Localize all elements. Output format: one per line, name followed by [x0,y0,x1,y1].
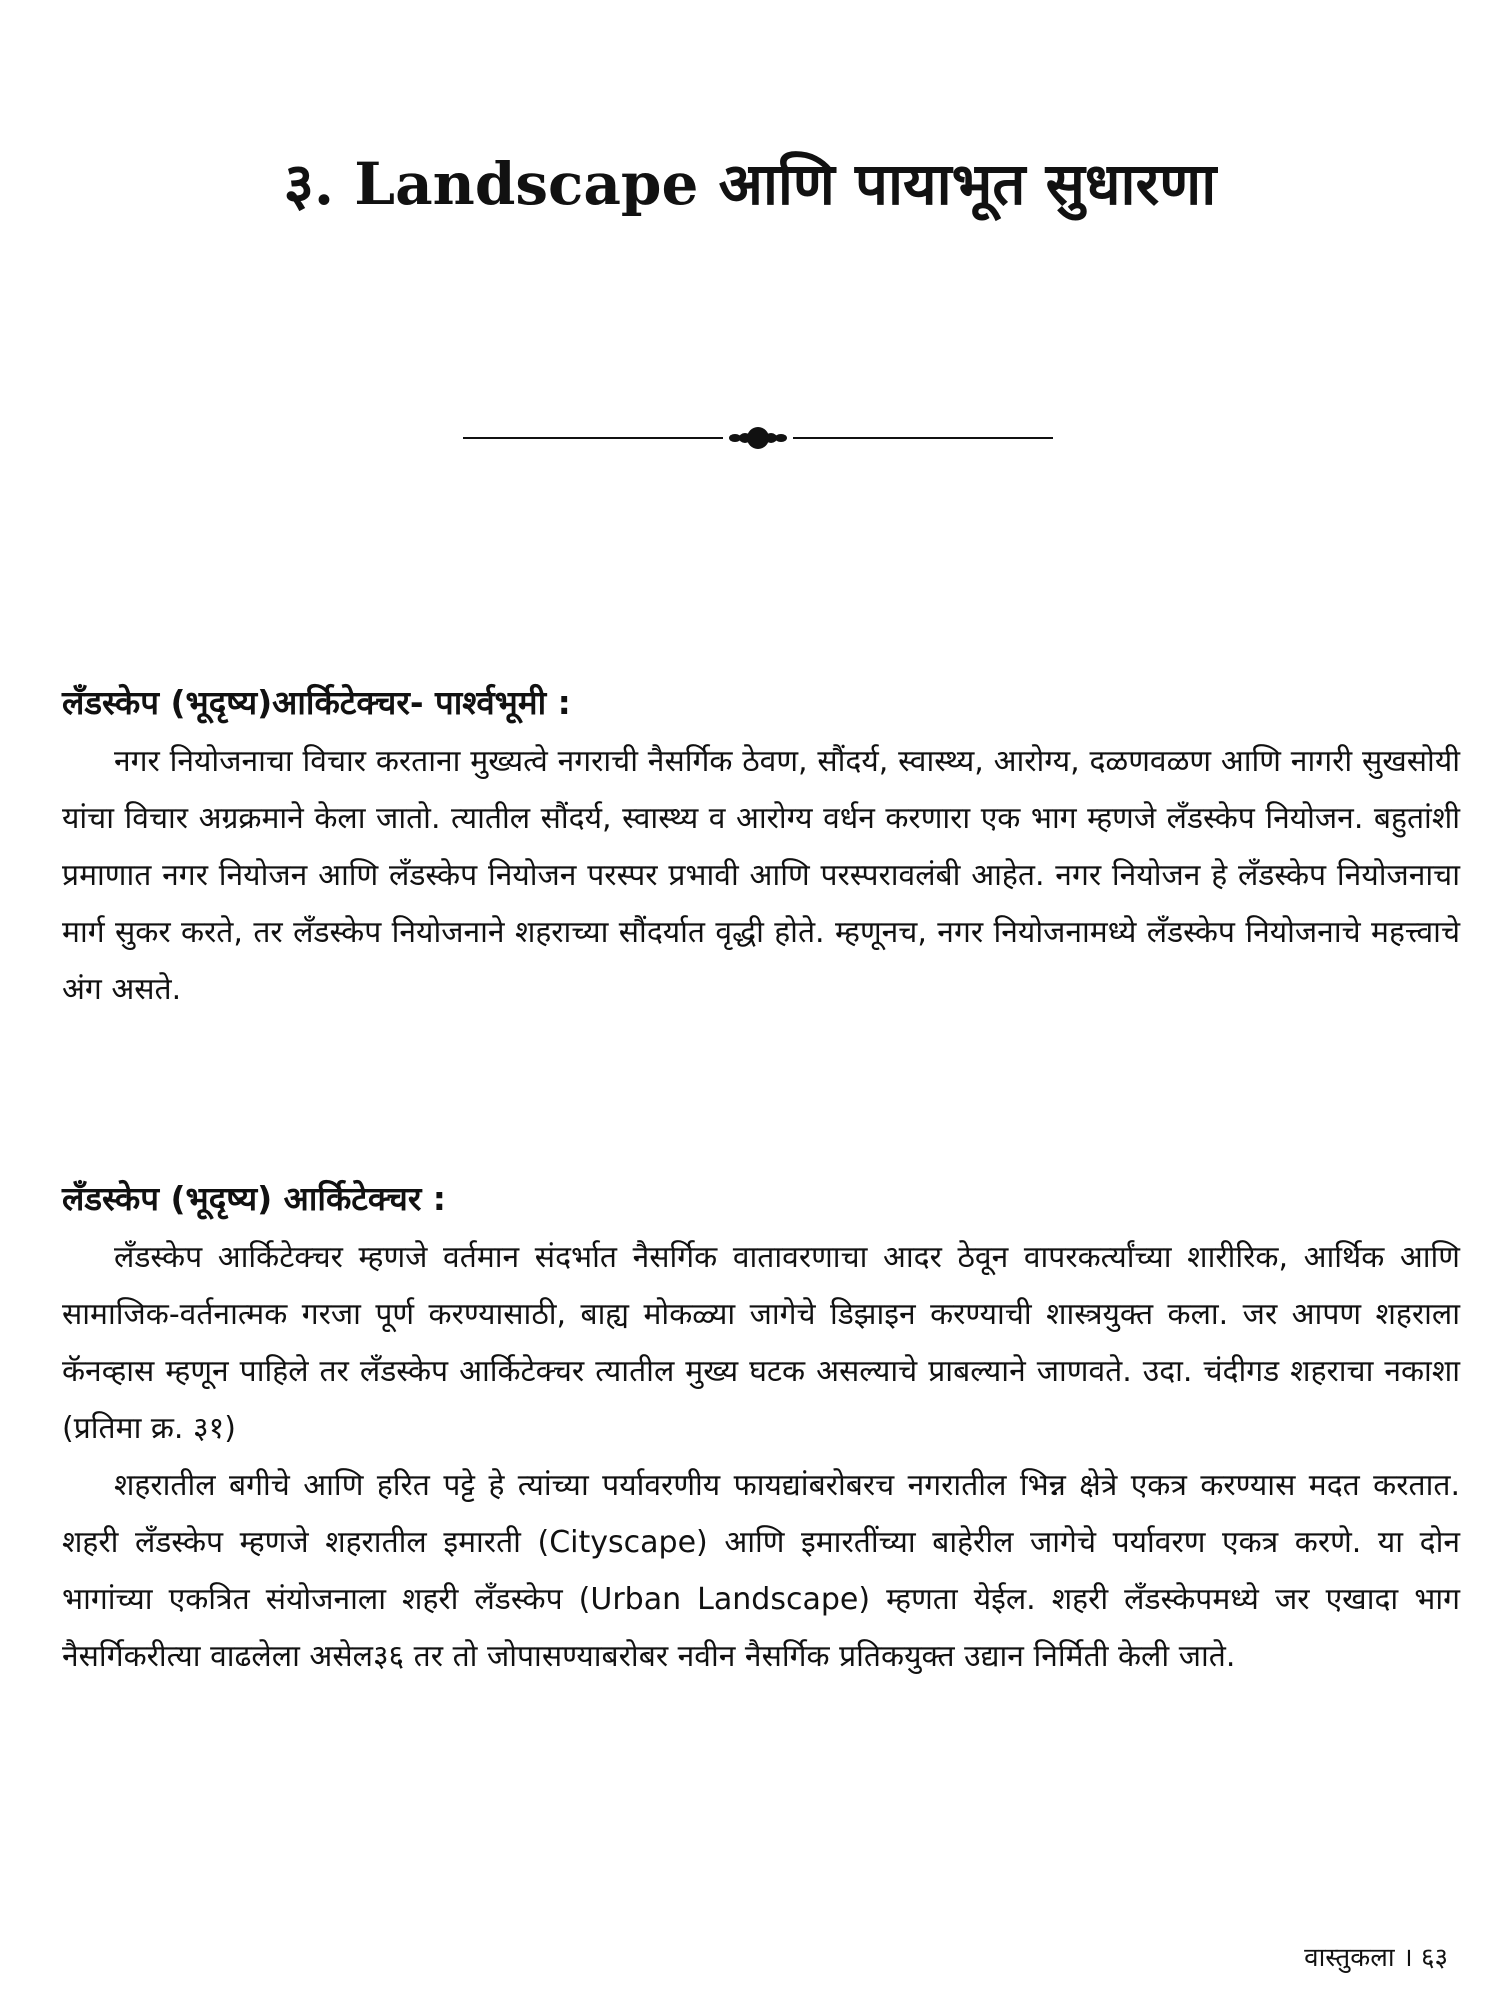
chapter-title: ३. Landscape आणि पायाभूत सुधारणा [283,150,1217,218]
section-landscape-architecture [62,1178,1460,1685]
body-paragraph: शहरातील बगीचे आणि हरित पट्टे हे त्यांच्या पर्यावरणीय फायद्यांबरोबरच नगरातील भिन्न क्षेत्रे एकत्र करण्यास मदत करतात. शहरी लँडस्केप म्हणजे शहरातील इमारती (Cityscape) आणि इमारतींच्या बाहेरील जागेचे पर्यावरण एकत्र करणे. या दोन भागांच्या एकत्रित संयोजनाला शहरी लँडस्केप (Urban Landscape) म्हणता येईल. शहरी लँडस्केपमध्ये जर एखादा भाग नैसर्गिकरीत्या वाढलेला असेल३६ तर तो जोपासण्याबरोबर नवीन नैसर्गिक प्रतिकयुक्त उद्यान निर्मिती केली जाते. [62,1467,1460,1674]
ornament-divider [463,420,1053,456]
body-paragraph: नगर नियोजनाचा विचार करताना मुख्यत्वे नगराची नैसर्गिक ठेवण, सौंदर्य, स्वास्थ्य, आरोग्य, दळणवळण आणि नागरी सुखसोयी यांचा विचार अग्रक्रमाने केला जातो. त्यातील सौंदर्य, स्वास्थ्य व आरोग्य वर्धन करणारा एक भाग म्हणजे लँडस्केप नियोजन. बहुतांशी प्रमाणात नगर नियोजन आणि लँडस्केप नियोजन परस्पर प्रभावी आणि परस्परावलंबी आहेत. नगर नियोजन हे लँडस्केप नियोजनाचा मार्ग सुकर करते, तर लँडस्केप नियोजनाने शहराच्या सौंदर्यात वृद्धी होते. म्हणूनच, नगर नियोजनामध्ये लँडस्केप नियोजनाचे महत्त्वाचे अंग असते. [62,743,1460,1007]
section-background [62,682,1460,1018]
section-heading: लँडस्केप (भूदृष्य)आर्किटेक्चर- पार्श्वभूमी : [62,683,571,722]
body-paragraph: लँडस्केप आर्किटेक्चर म्हणजे वर्तमान संदर्भात नैसर्गिक वातावरणाचा आदर ठेवून वापरकर्त्यांच्या शारीरिक, आर्थिक आणि सामाजिक-वर्तनात्मक गरजा पूर्ण करण्यासाठी, बाह्य मोकळ्या जागेचे डिझाइन करण्याची शास्त्रयुक्त कला. जर आपण शहराला कॅनव्हास म्हणून पाहिले तर लँडस्केप आर्किटेक्चर त्यातील मुख्य घटक असल्याचे प्राबल्याने जाणवते. उदा. चंदीगड शहराचा नकाशा (प्रतिमा क्र. ३१) [62,1239,1460,1446]
section-heading: लँडस्केप (भूदृष्य) आर्किटेक्चर : [62,1179,447,1218]
page-footer: वास्तुकला । ६३ [1304,1943,1448,1973]
